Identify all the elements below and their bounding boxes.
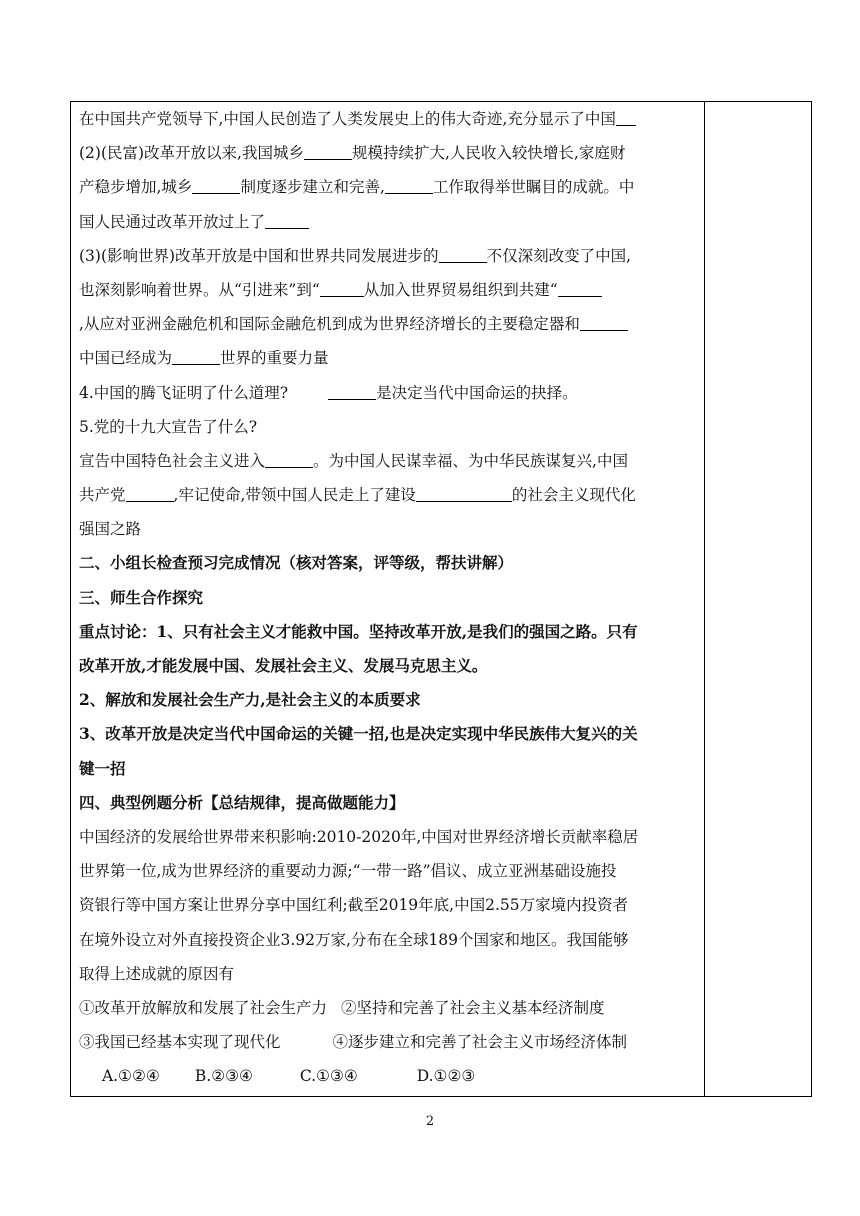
section-heading-2: 二、小组长检查预习完成情况（核对答案，评等级，帮扶讲解） — [79, 553, 514, 573]
option-c[interactable]: C.①③④ — [299, 1067, 358, 1086]
blank — [580, 315, 628, 332]
question-5: 5.党的十九大宣告了什么? — [79, 417, 258, 436]
text-line: 也深刻影响着世界。从“引进来”到“ 从加入世界贸易组织到共建“ — [79, 273, 701, 307]
blank — [265, 212, 309, 229]
text-line: 键一招 — [79, 758, 126, 778]
example-text: 世界第一位,成为世界经济的重要动力源;“一带一路”倡议、成立亚洲基础设施投 — [79, 862, 617, 881]
blank — [416, 486, 512, 503]
blank — [126, 486, 174, 503]
example-text: 在境外设立对外直接投资企业3.92万家,分布在全球189个国家和地区。我国能够 — [79, 930, 629, 949]
blank — [439, 246, 487, 263]
text-line: (3)(影响世界)改革开放是中国和世界共同发展进步的 不仅深刻改变了中国, — [79, 246, 631, 265]
text-line: 2、解放和发展社会生产力,是社会主义的本质要求 — [79, 690, 421, 710]
option-d[interactable]: D.①②③ — [416, 1067, 476, 1086]
column-divider — [704, 102, 705, 1096]
blank — [320, 280, 364, 297]
blank — [304, 144, 352, 161]
blank — [558, 280, 602, 297]
example-text: 中国经济的发展给世界带来积影响:2010-2020年,中国对世界经济增长贡献率稳居 — [79, 827, 639, 846]
text-line: 强国之路 — [79, 520, 142, 539]
text-line: 中国已经成为 世界的重要力量 — [79, 349, 329, 368]
blank — [172, 349, 220, 366]
key-discussion: 重点讨论：1、只有社会主义才能救中国。坚持改革开放,是我们的强国之路。只有 — [79, 621, 638, 641]
section-heading-3: 三、师生合作探究 — [79, 587, 204, 607]
blank — [616, 110, 636, 127]
worksheet-table — [70, 101, 812, 1097]
text-line: 国人民通过改革开放过上了 — [79, 205, 701, 239]
section-heading-4: 四、典型例题分析【总结规律，提高做题能力】 — [79, 792, 405, 812]
blank — [265, 451, 313, 468]
blank — [192, 178, 240, 195]
text-line: 宣告中国特色社会主义进入 。为中国人民谋幸福、为中华民族谋复兴,中国 — [79, 451, 628, 470]
main-content-cell — [79, 102, 701, 1093]
page-number: 2 — [425, 1114, 435, 1129]
text-line: 共产党 ,牢记使命,带领中国人民走上了建设 的社会主义现代化 — [79, 486, 636, 505]
text-line: ,从应对亚洲金融危机和国际金融危机到成为世界经济增长的主要稳定器和 — [79, 307, 701, 341]
text-line: 在中国共产党领导下,中国人民创造了人类发展史上的伟大奇迹,充分显示了中国 — [79, 102, 701, 136]
option-b[interactable]: B.②③④ — [194, 1067, 253, 1086]
text-line: 产稳步增加,城乡 制度逐步建立和完善, 工作取得举世瞩目的成就。中 — [79, 178, 635, 197]
text-line: 改革开放,才能发展中国、发展社会主义、发展马克思主义。 — [79, 656, 488, 675]
option-a[interactable]: A.①②④ — [101, 1067, 160, 1086]
text-line: 3、改革开放是决定当代中国命运的关键一招,也是决定实现中华民族伟大复兴的关 — [79, 724, 638, 744]
example-text: 取得上述成就的原因有 — [79, 964, 235, 983]
blank — [385, 178, 433, 195]
text-line: (2)(民富)改革开放以来,我国城乡 规模持续扩大,人民收入较快增长,家庭财 — [79, 144, 626, 163]
statement-line: ①改革开放解放和发展了社会生产力 ②坚持和完善了社会主义基本经济制度 — [79, 998, 605, 1017]
answer-options — [79, 1059, 701, 1093]
question-4: 4.中国的腾飞证明了什么道理? 是决定当代中国命运的抉择。 — [79, 383, 578, 402]
example-text: 资银行等中国方案让世界分享中国红利;截至2019年底,中国2.55万家境内投资者 — [79, 896, 629, 915]
statement-line: ③我国已经基本实现了现代化 ④逐步建立和完善了社会主义市场经济体制 — [79, 1033, 628, 1052]
blank — [328, 383, 376, 400]
